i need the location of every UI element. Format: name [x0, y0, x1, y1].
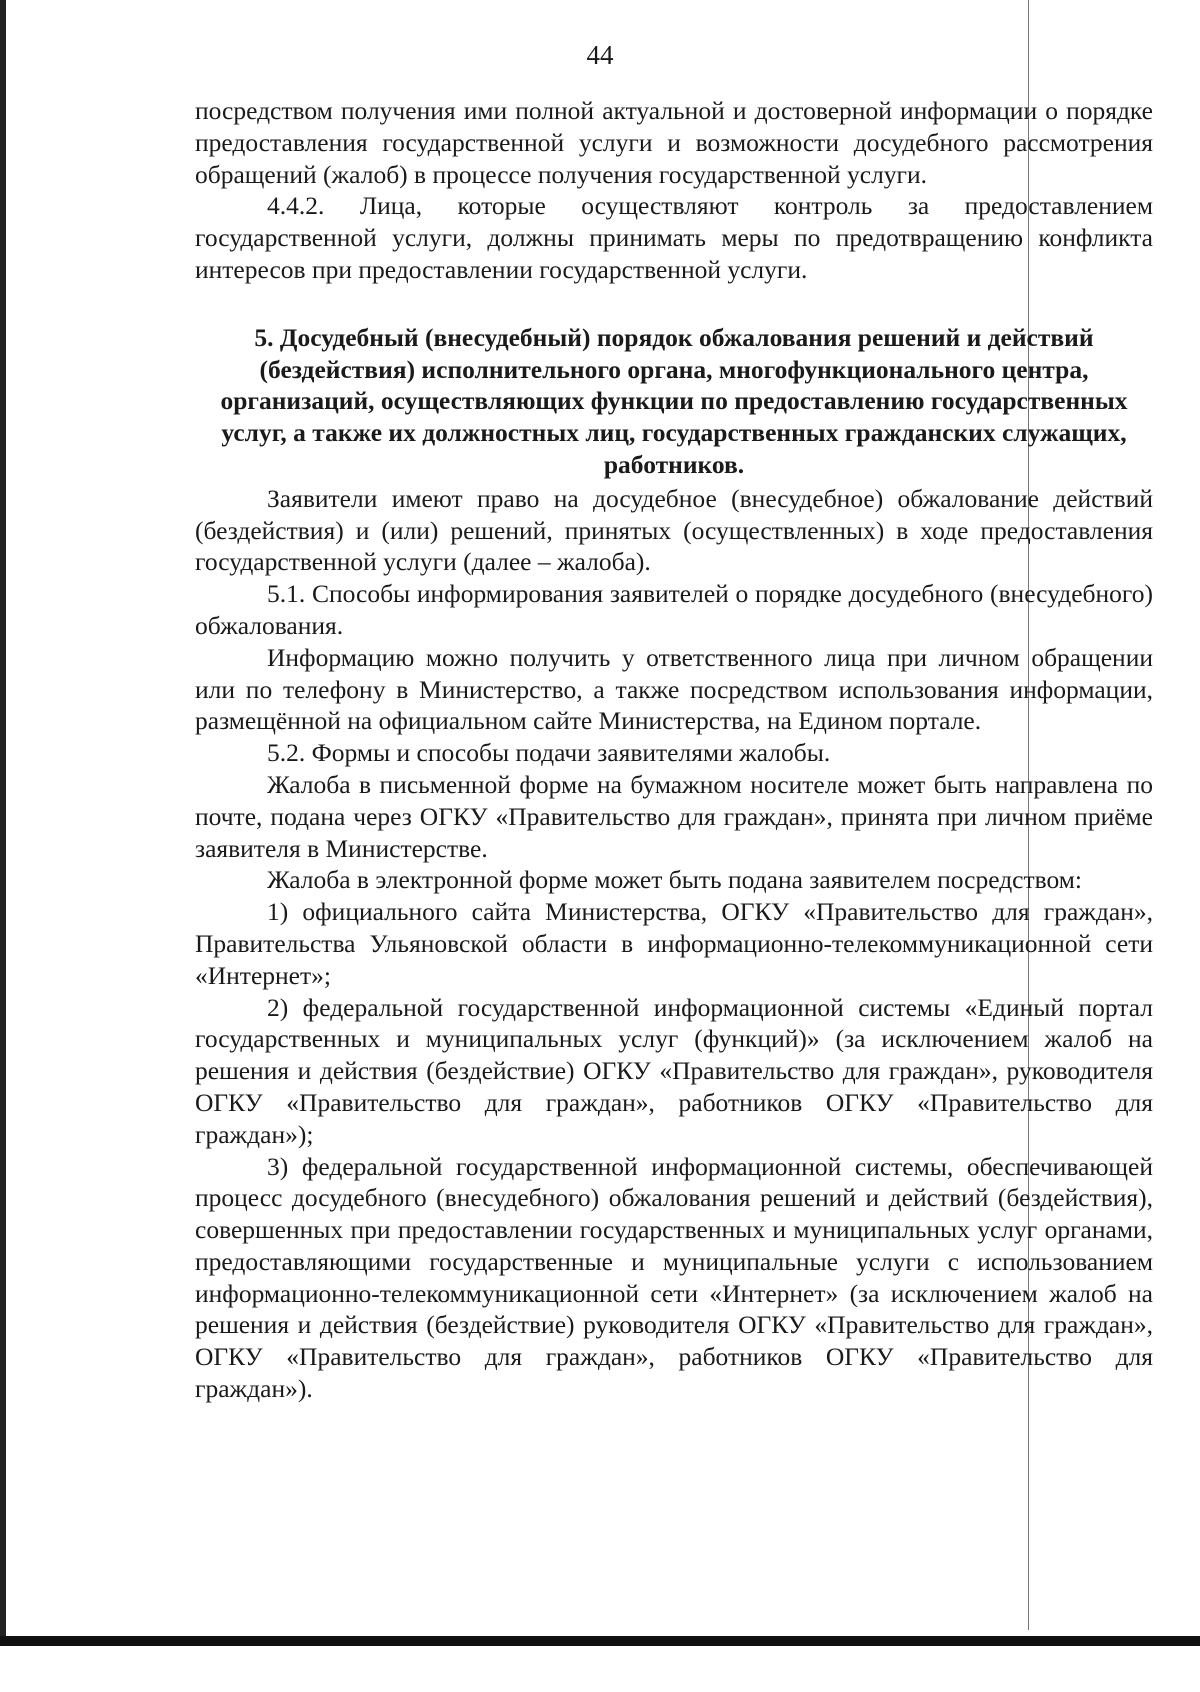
paragraph-information: Информацию можно получить у ответственного лица при личном обращении или по телефону в Министерство, а также посредством использования информации, размещённой на официальном сайте Министерства, на Едином портале.	[195, 642, 1153, 736]
paragraph-written-complaint: Жалоба в письменной форме на бумажном носителе может быть направлена по почте, подана через ОГКУ «Правительство для граждан», принята при личном приёме заявителя в Министерстве.	[195, 769, 1153, 863]
document-body	[195, 95, 1153, 1405]
list-item-3: 3) федеральной государственной информационной системы, обеспечивающей процесс досудебного (внесудебного) обжалования решений и действий (бездействия), совершенных при предоставлении государственных и муниципальных услуг органами, предоставляющими государственные и муниципальные услуги с использованием информационно-телекоммуникационной сети «Интернет» (за исключением жалоб на решения и действия (бездействие) руководителя ОГКУ «Правительство для граждан», ОГКУ «Правительство для граждан», работников ОГКУ «Правительство для граждан»).	[195, 1151, 1153, 1404]
paragraph-applicants-right: Заявители имеют право на досудебное (внесудебное) обжалование действий (бездействия) и (или) решений, принятых (осуществленных) в ходе предоставления государственной услуги (далее – жалоба).	[195, 483, 1153, 577]
paragraph-continuation: посредством получения ими полной актуальной и достоверной информации о порядке предоставления государственной услуги и возможности досудебного рассмотрения обращений (жалоб) в процессе получения государственной услуги.	[195, 96, 1153, 189]
paragraph-4-4-2: 4.4.2. Лица, которые осуществляют контроль за предоставлением государственной услуги, должны принимать меры по предотвращению конфликта интересов при предоставлении государственной услуги.	[195, 191, 1153, 284]
section-5-heading: 5. Досудебный (внесудебный) порядок обжалования решений и действий (бездействия) исполнительного органа, многофункционального центра, организаций, осуществляющих функции по предоставлению государственных услуг, а также их должностных лиц, государственных гражданских служащих, работников.	[220, 322, 1128, 479]
page-number: 44	[586, 40, 614, 70]
scan-bottom-edge	[0, 1636, 1200, 1646]
scan-left-edge	[0, 0, 6, 1646]
paragraph-5-2: 5.2. Формы и способы подачи заявителями жалобы.	[267, 738, 831, 768]
list-item-1: 1) официального сайта Министерства, ОГКУ «Правительство для граждан», Правительства Ульяновской области в информационно-телекоммуникационной сети «Интернет»;	[195, 897, 1153, 990]
paragraph-electronic-complaint: Жалоба в электронной форме может быть подана заявителем посредством:	[267, 865, 1082, 895]
list-item-2: 2) федеральной государственной информационной системы «Единый портал государственных и муниципальных услуг (функций)» (за исключением жалоб на решения и действия (бездействие) ОГКУ «Правительство для граждан», руководителя ОГКУ «Правительство для граждан», работников ОГКУ «Правительство для граждан»);	[195, 992, 1153, 1149]
paragraph-5-1: 5.1. Способы информирования заявителей о порядке досудебного (внесудебного) обжалования.	[195, 579, 1153, 640]
